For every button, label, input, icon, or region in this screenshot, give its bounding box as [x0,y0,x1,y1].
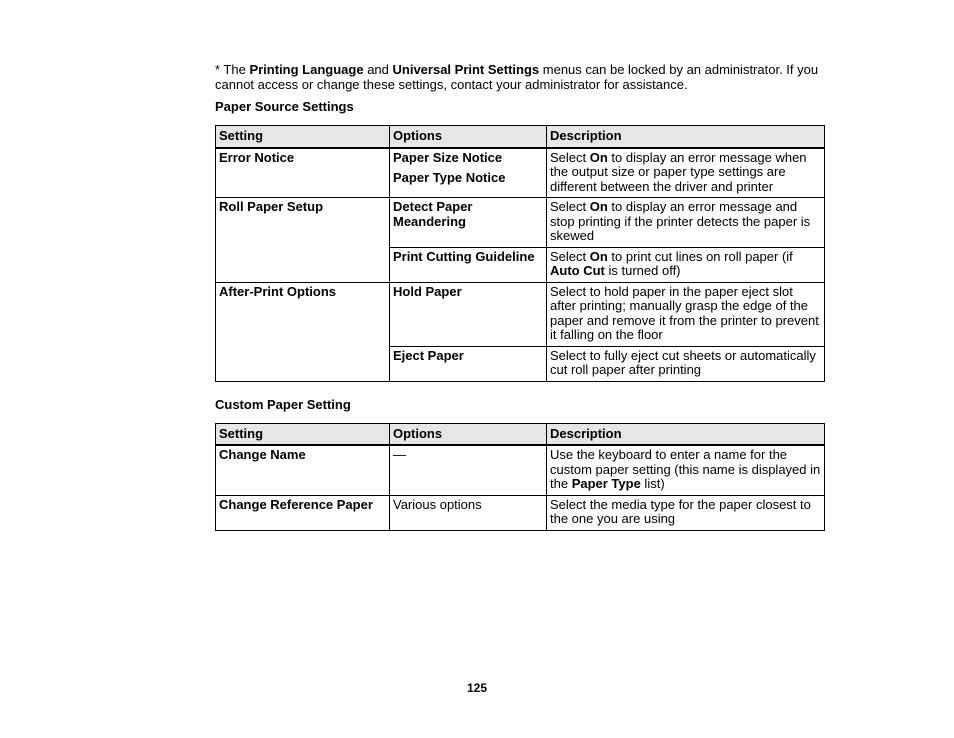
table-header-row [216,126,825,148]
setting-change-reference-paper: Change Reference Paper [216,495,390,530]
setting-error-notice: Error Notice [216,148,390,198]
page-number: 125 [466,681,488,695]
table-row [216,198,825,248]
option-paper-type-notice: Paper Type Notice [393,170,506,185]
description-change-reference-paper: Select the media type for the paper closest to the one you are using [547,495,825,530]
options-error-notice [390,148,547,198]
note-suffix: menus can be locked by an administrator. If you cannot access or change these settings, contact your administrator for assistance. [215,62,819,92]
description-hold-paper: Select to hold paper in the paper eject slot after printing; manually grasp the edge of the paper and remove it from the printer to prevent it falling on the floor [547,282,825,346]
admin-lock-note [215,62,825,92]
option-paper-size-notice: Paper Size Notice [393,149,503,165]
description-error-notice: Select On to display an error message when the output size or paper type settings are different between the driver and printer [547,148,825,198]
description-print-cutting-guideline: Select On to print cut lines on roll paper (if Auto Cut is turned off) [547,247,825,282]
table-row [216,445,825,495]
custom-paper-table [215,423,825,531]
table-row [216,148,825,198]
setting-roll-paper-setup: Roll Paper Setup [216,198,390,283]
option-print-cutting-guideline: Print Cutting Guideline [390,247,547,282]
header-setting: Setting [216,423,390,445]
table-header-row [216,423,825,445]
option-eject-paper: Eject Paper [390,346,547,381]
description-eject-paper: Select to fully eject cut sheets or automatically cut roll paper after printing [547,346,825,381]
table-row [216,495,825,530]
header-description: Description [547,423,825,445]
note-bold-universal-print-settings: Universal Print Settings [392,62,540,77]
setting-after-print-options: After-Print Options [216,282,390,381]
note-prefix: * The [215,62,250,77]
option-change-name: — [390,445,547,495]
note-bold-printing-language: Printing Language [249,62,364,77]
custom-paper-heading: Custom Paper Setting [215,396,351,412]
header-description: Description [547,126,825,148]
paper-source-table [215,125,825,382]
header-options: Options [390,423,547,445]
setting-change-name: Change Name [216,445,390,495]
header-setting: Setting [216,126,390,148]
header-options: Options [390,126,547,148]
table-row [216,282,825,346]
note-mid: and [363,62,393,77]
description-detect-paper-meandering: Select On to display an error message and stop printing if the printer detects the paper is skewed [547,198,825,248]
option-hold-paper: Hold Paper [390,282,547,346]
description-change-name: Use the keyboard to enter a name for the custom paper setting (this name is displayed in the Paper Type list) [547,445,825,495]
page-content [215,62,825,531]
option-change-reference-paper: Various options [390,495,547,530]
option-detect-paper-meandering: Detect Paper Meandering [390,198,547,248]
paper-source-heading: Paper Source Settings [215,99,354,114]
